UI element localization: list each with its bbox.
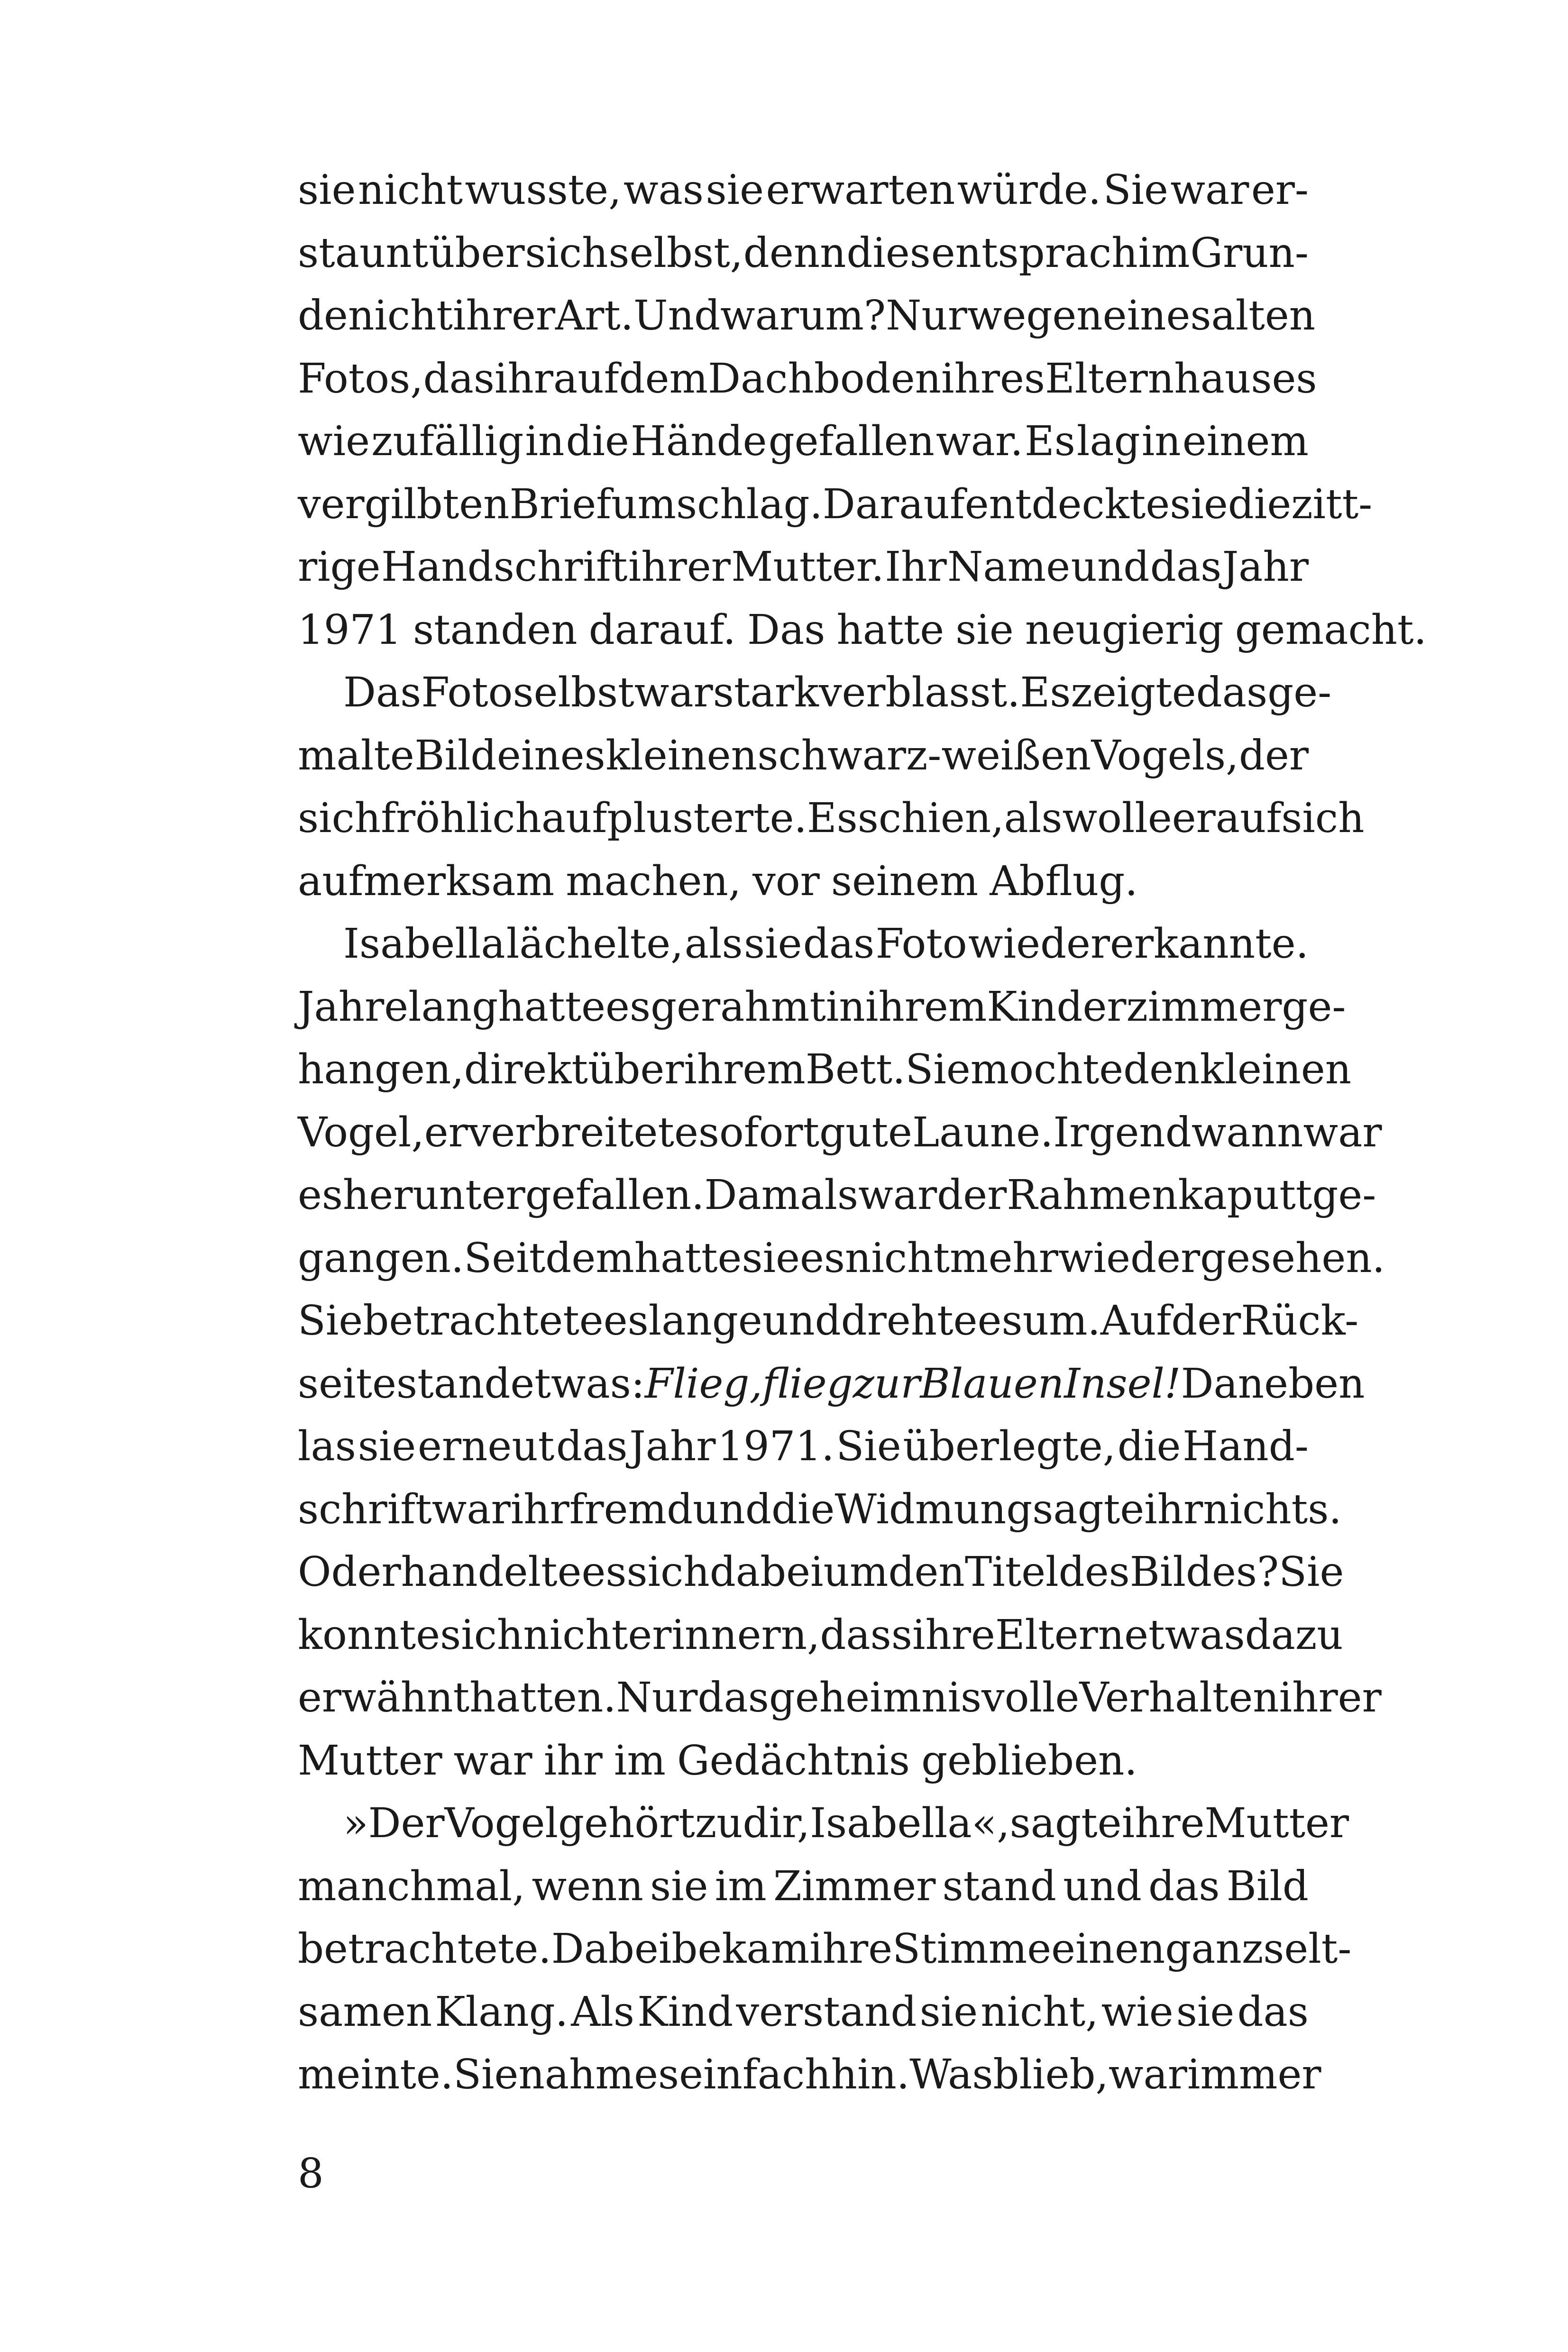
paragraph (298, 913, 1385, 1792)
paragraph (298, 1792, 1352, 2106)
page-number: 8 (298, 2150, 324, 2197)
text-line: de nicht ihrer Art. Und warum? Nur wegen eines alten (298, 292, 1316, 339)
text-line: manchmal, wenn sie im Zimmer stand und das Bild (298, 1862, 1309, 1910)
text-line: konnte sich nicht erinnern, dass ihre Eltern etwas dazu (298, 1611, 1343, 1659)
text-line: 1971 standen darauf. Das hatte sie neugierig gemacht. (298, 606, 1427, 654)
text-line: aufmerksam machen, vor seinem Abflug. (298, 857, 1138, 905)
text-line: samen Klang. Als Kind verstand sie nicht, wie sie das (298, 1988, 1309, 2036)
text-line: Oder handelte es sich dabei um den Titel des Bildes? Sie (298, 1548, 1344, 1596)
text-line: es heruntergefallen. Damals war der Rahmen kaputtge- (298, 1171, 1376, 1219)
text-line: Jahrelang hatte es gerahmt in ihrem Kinderzimmer ge- (298, 983, 1346, 1031)
text-line: gangen. Seitdem hatte sie es nicht mehr wiedergesehen. (298, 1234, 1385, 1282)
text-line: sich fröhlich aufplusterte. Es schien, als wolle er auf sich (298, 795, 1365, 842)
paragraph (298, 159, 1427, 661)
body-text (298, 159, 1427, 2106)
text-line: wie zufällig in die Hände gefallen war. Es lag in einem (298, 418, 1309, 465)
text-line: Das Foto selbst war stark verblasst. Es zeigte das ge- (343, 669, 1332, 716)
text-line: sie nicht wusste, was sie erwarten würde. Sie war er- (298, 166, 1309, 214)
text-line: staunt über sich selbst, denn dies entsprach im Grun- (298, 229, 1309, 277)
text-line: hangen, direkt über ihrem Bett. Sie mochte den kleinen (298, 1046, 1352, 1093)
text-line: las sie erneut das Jahr 1971. Sie überlegte, die Hand- (298, 1423, 1309, 1470)
paragraph (298, 661, 1365, 913)
text-line: schrift war ihr fremd und die Widmung sagte ihr nichts. (298, 1485, 1342, 1533)
text-line: malte Bild eines kleinen schwarz-weißen Vogels, der (298, 732, 1309, 779)
text-line: betrachtete. Dabei bekam ihre Stimme einen ganz selt- (298, 1925, 1352, 1973)
text-line: vergilbten Briefumschlag. Darauf entdeckte sie die zitt- (298, 480, 1373, 528)
text-line: Isabella lächelte, als sie das Foto wiedererkannte. (343, 920, 1309, 968)
text-line: seite stand etwas: Flieg, flieg zur Blauen Insel! Daneben (298, 1360, 1365, 1408)
text-line: Vogel, er verbreitete sofort gute Laune. Irgendwann war (298, 1108, 1382, 1156)
text-line: erwähnt hatten. Nur das geheimnisvolle Verhalten ihrer (298, 1674, 1382, 1721)
text-line: Sie betrachtete es lange und drehte es um. Auf der Rück- (298, 1297, 1359, 1345)
text-line: »Der Vogel gehört zu dir, Isabella«, sagte ihre Mutter (343, 1800, 1349, 1847)
text-line: meinte. Sie nahm es einfach hin. Was blieb, war immer (298, 2051, 1321, 2098)
text-line: Fotos, das ihr auf dem Dachboden ihres Elternhauses (298, 355, 1317, 403)
text-line: rige Handschrift ihrer Mutter. Ihr Name und das Jahr (298, 543, 1309, 591)
text-line: Mutter war ihr im Gedächtnis geblieben. (298, 1737, 1137, 1785)
